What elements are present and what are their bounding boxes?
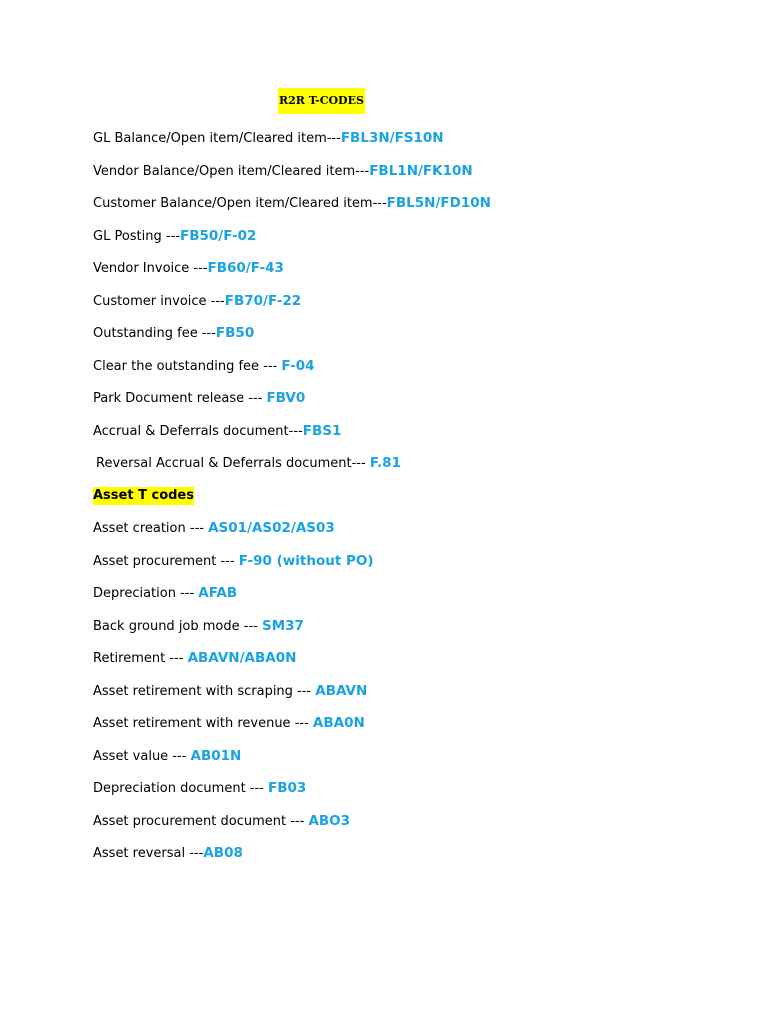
tcode: FBS1 <box>302 422 342 439</box>
item-label: Outstanding fee --- <box>93 326 216 341</box>
item-label: Retirement --- <box>93 651 188 666</box>
tcode: F-90 (without PO) <box>238 552 374 569</box>
item-label: GL Posting --- <box>93 228 180 244</box>
section-heading-row <box>93 486 491 519</box>
item-label: Asset retirement with revenue --- <box>93 716 313 731</box>
item-label: Asset reversal --- <box>93 846 204 861</box>
item-label: Reversal Accrual & Deferrals document--- <box>96 456 370 471</box>
list-item <box>93 323 491 356</box>
item-label: Accrual & Deferrals document--- <box>93 423 303 439</box>
item-label: Depreciation document --- <box>93 781 269 796</box>
tcode: AS01/AS02/AS03 <box>208 520 335 536</box>
list-item <box>93 226 491 259</box>
tcode: ABA0N <box>312 715 365 731</box>
tcode: AB01N <box>190 747 242 764</box>
item-label: Asset procurement --- <box>93 553 239 569</box>
tcode: FBL1N/FK10N <box>369 162 473 179</box>
tcode: FBL3N/FS10N <box>340 130 444 146</box>
tcode: AFAB <box>198 585 238 601</box>
page-title: R2R T-CODES <box>278 88 365 114</box>
tcode: FB50 <box>215 325 255 341</box>
list-item <box>93 356 491 389</box>
item-label: Park Document release --- <box>93 391 267 406</box>
tcode: AB08 <box>203 845 243 861</box>
item-label: Back ground job mode --- <box>93 618 262 634</box>
item-label: Asset procurement document --- <box>93 813 309 829</box>
list-item <box>93 616 491 649</box>
item-label: Customer Balance/Open item/Cleared item--- <box>93 196 387 211</box>
tcode: FBV0 <box>266 390 306 406</box>
tcode: ABO3 <box>308 812 351 829</box>
list-item <box>93 421 491 454</box>
item-label: Asset retirement with scraping --- <box>93 683 316 699</box>
list-item <box>93 843 491 876</box>
list-item <box>93 681 491 714</box>
item-label: Vendor Balance/Open item/Cleared item--- <box>93 163 370 179</box>
tcode: ABAVN/ABA0N <box>187 650 297 666</box>
tcode: FBL5N/FD10N <box>386 195 491 211</box>
item-label: Vendor Invoice --- <box>93 261 208 276</box>
tcode-list <box>93 128 491 876</box>
list-item <box>93 518 491 551</box>
tcode: FB60/F-43 <box>207 260 284 276</box>
item-label: Customer invoice --- <box>93 293 225 309</box>
tcode: F.81 <box>369 455 401 471</box>
item-label: Depreciation --- <box>93 586 199 601</box>
item-label: Clear the outstanding fee --- <box>93 358 282 374</box>
item-label: GL Balance/Open item/Cleared item--- <box>93 131 341 146</box>
list-item <box>93 193 491 226</box>
list-item <box>93 811 491 844</box>
item-label: Asset creation --- <box>93 521 209 536</box>
tcode: FB50/F-02 <box>179 227 257 244</box>
list-item <box>93 746 491 779</box>
list-item <box>93 453 491 486</box>
list-item <box>93 583 491 616</box>
list-item <box>93 258 491 291</box>
item-label: Asset value --- <box>93 748 191 764</box>
section-heading: Asset T codes <box>93 487 194 503</box>
list-item <box>93 778 491 811</box>
list-item <box>93 161 491 194</box>
list-item <box>93 388 491 421</box>
list-item <box>93 551 491 584</box>
list-item <box>93 713 491 746</box>
list-item <box>93 291 491 324</box>
tcode: SM37 <box>261 617 304 634</box>
list-item <box>93 648 491 681</box>
tcode: ABAVN <box>315 682 368 699</box>
list-item <box>93 128 491 161</box>
tcode: FB70/F-22 <box>224 292 302 309</box>
tcode: FB03 <box>268 780 307 796</box>
tcode: F-04 <box>281 357 315 374</box>
